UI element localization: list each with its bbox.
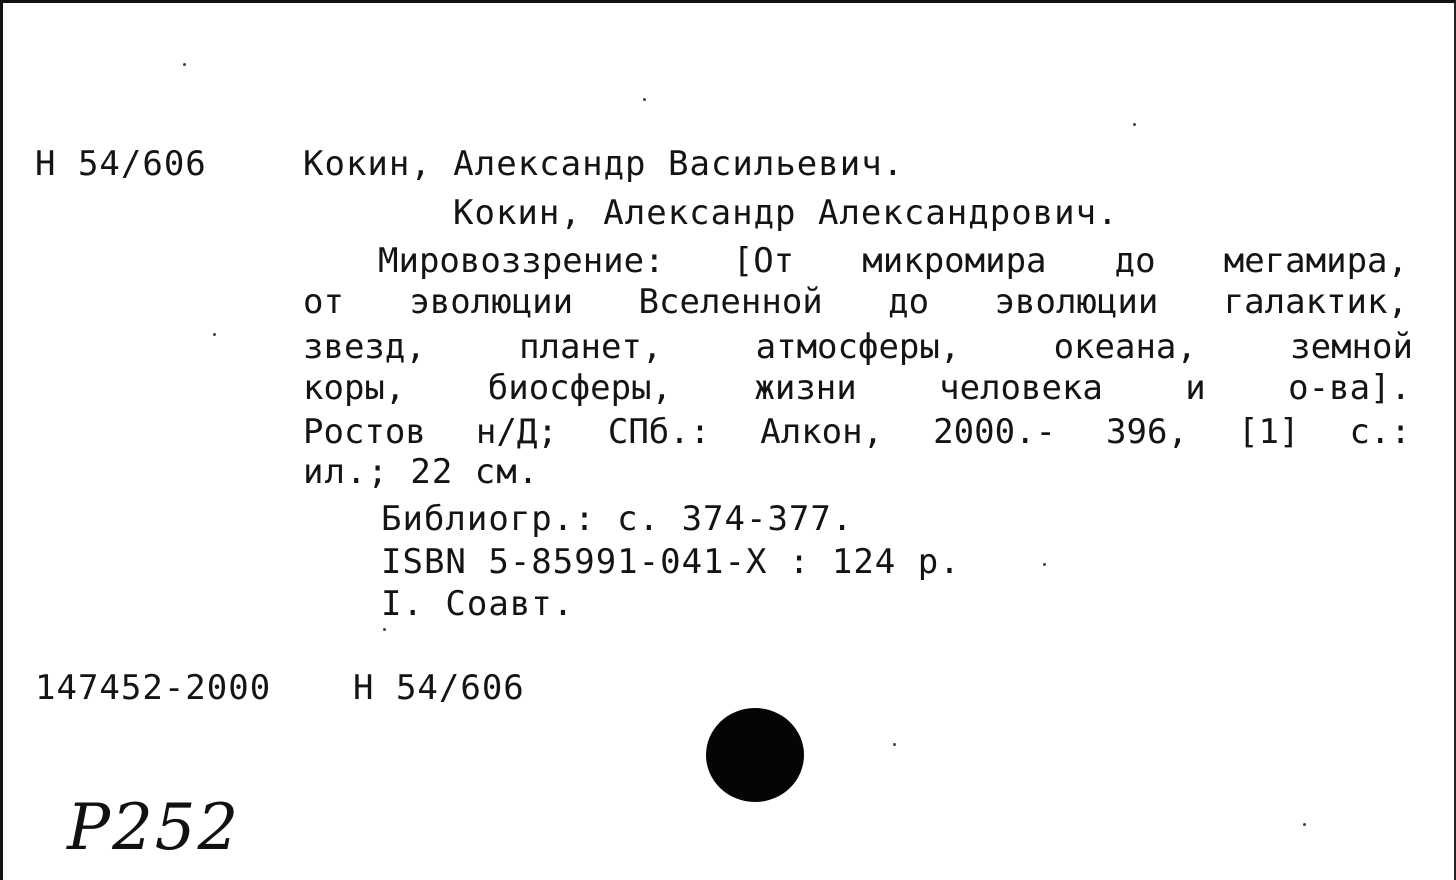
title-word: до xyxy=(1114,241,1156,281)
scan-speck xyxy=(213,333,216,336)
accession-number: 147452-2000 xyxy=(35,668,272,708)
accession-call-number: Н 54/606 xyxy=(353,668,525,708)
title-word: биосферы, xyxy=(487,368,672,408)
scan-speck xyxy=(1303,823,1306,826)
title-line-1 xyxy=(378,240,1408,282)
imprint-word: Ростов xyxy=(303,412,426,452)
imprint-word: 2000.- xyxy=(933,412,1056,452)
tracing-line: I. Соавт. xyxy=(381,584,575,624)
title-word: Мировоззрение: xyxy=(378,241,665,281)
author-heading: Кокин, Александр Васильевич. xyxy=(303,144,905,184)
call-number: Н 54/606 xyxy=(35,144,207,184)
imprint-word: 396, xyxy=(1106,412,1188,452)
title-word: звезд, xyxy=(303,327,426,367)
title-word: [От xyxy=(732,241,795,281)
title-word: эволюции xyxy=(994,282,1159,322)
title-line-4 xyxy=(303,367,1411,409)
physical-description: ил.; 22 см. xyxy=(303,452,540,492)
imprint-line xyxy=(303,411,1411,453)
scan-speck xyxy=(383,628,386,631)
title-word: галактик, xyxy=(1223,282,1408,322)
coauthor-line: Кокин, Александр Александрович. xyxy=(453,193,1119,233)
imprint-word: Алкон, xyxy=(760,412,884,452)
title-line-3 xyxy=(303,326,1413,368)
title-word: о-ва]. xyxy=(1288,368,1411,408)
title-word: планет, xyxy=(519,327,663,367)
title-word: океана, xyxy=(1053,327,1197,367)
title-word: земной xyxy=(1290,327,1413,367)
scan-speck xyxy=(1043,563,1046,566)
title-word: человека xyxy=(939,368,1103,408)
imprint-word: [1] xyxy=(1238,412,1300,452)
punch-hole xyxy=(706,708,804,802)
title-word: коры, xyxy=(303,368,406,408)
title-word: мегамира, xyxy=(1223,241,1408,281)
title-word: микромира xyxy=(862,241,1047,281)
bibliography-note: Библиогр.: с. 374-377. xyxy=(381,499,854,539)
title-word: эволюции xyxy=(409,282,574,322)
scan-speck xyxy=(893,743,896,746)
title-word: атмосферы, xyxy=(755,327,961,367)
scan-speck xyxy=(643,98,646,101)
imprint-word: с.: xyxy=(1349,412,1411,452)
handwritten-shelf-mark: Р252 xyxy=(67,791,241,865)
title-word: от xyxy=(303,282,344,322)
imprint-word: н/Д; xyxy=(475,412,558,452)
isbn-line: ISBN 5-85991-041-X : 124 р. xyxy=(381,542,961,582)
imprint-word: СПб.: xyxy=(607,412,711,452)
scan-speck xyxy=(183,63,186,66)
scan-speck xyxy=(1133,123,1136,126)
title-word: Вселенной xyxy=(638,282,823,322)
title-word: до xyxy=(888,282,930,322)
title-line-2 xyxy=(303,281,1408,323)
title-word: жизни xyxy=(754,368,857,408)
title-word: и xyxy=(1185,368,1206,408)
